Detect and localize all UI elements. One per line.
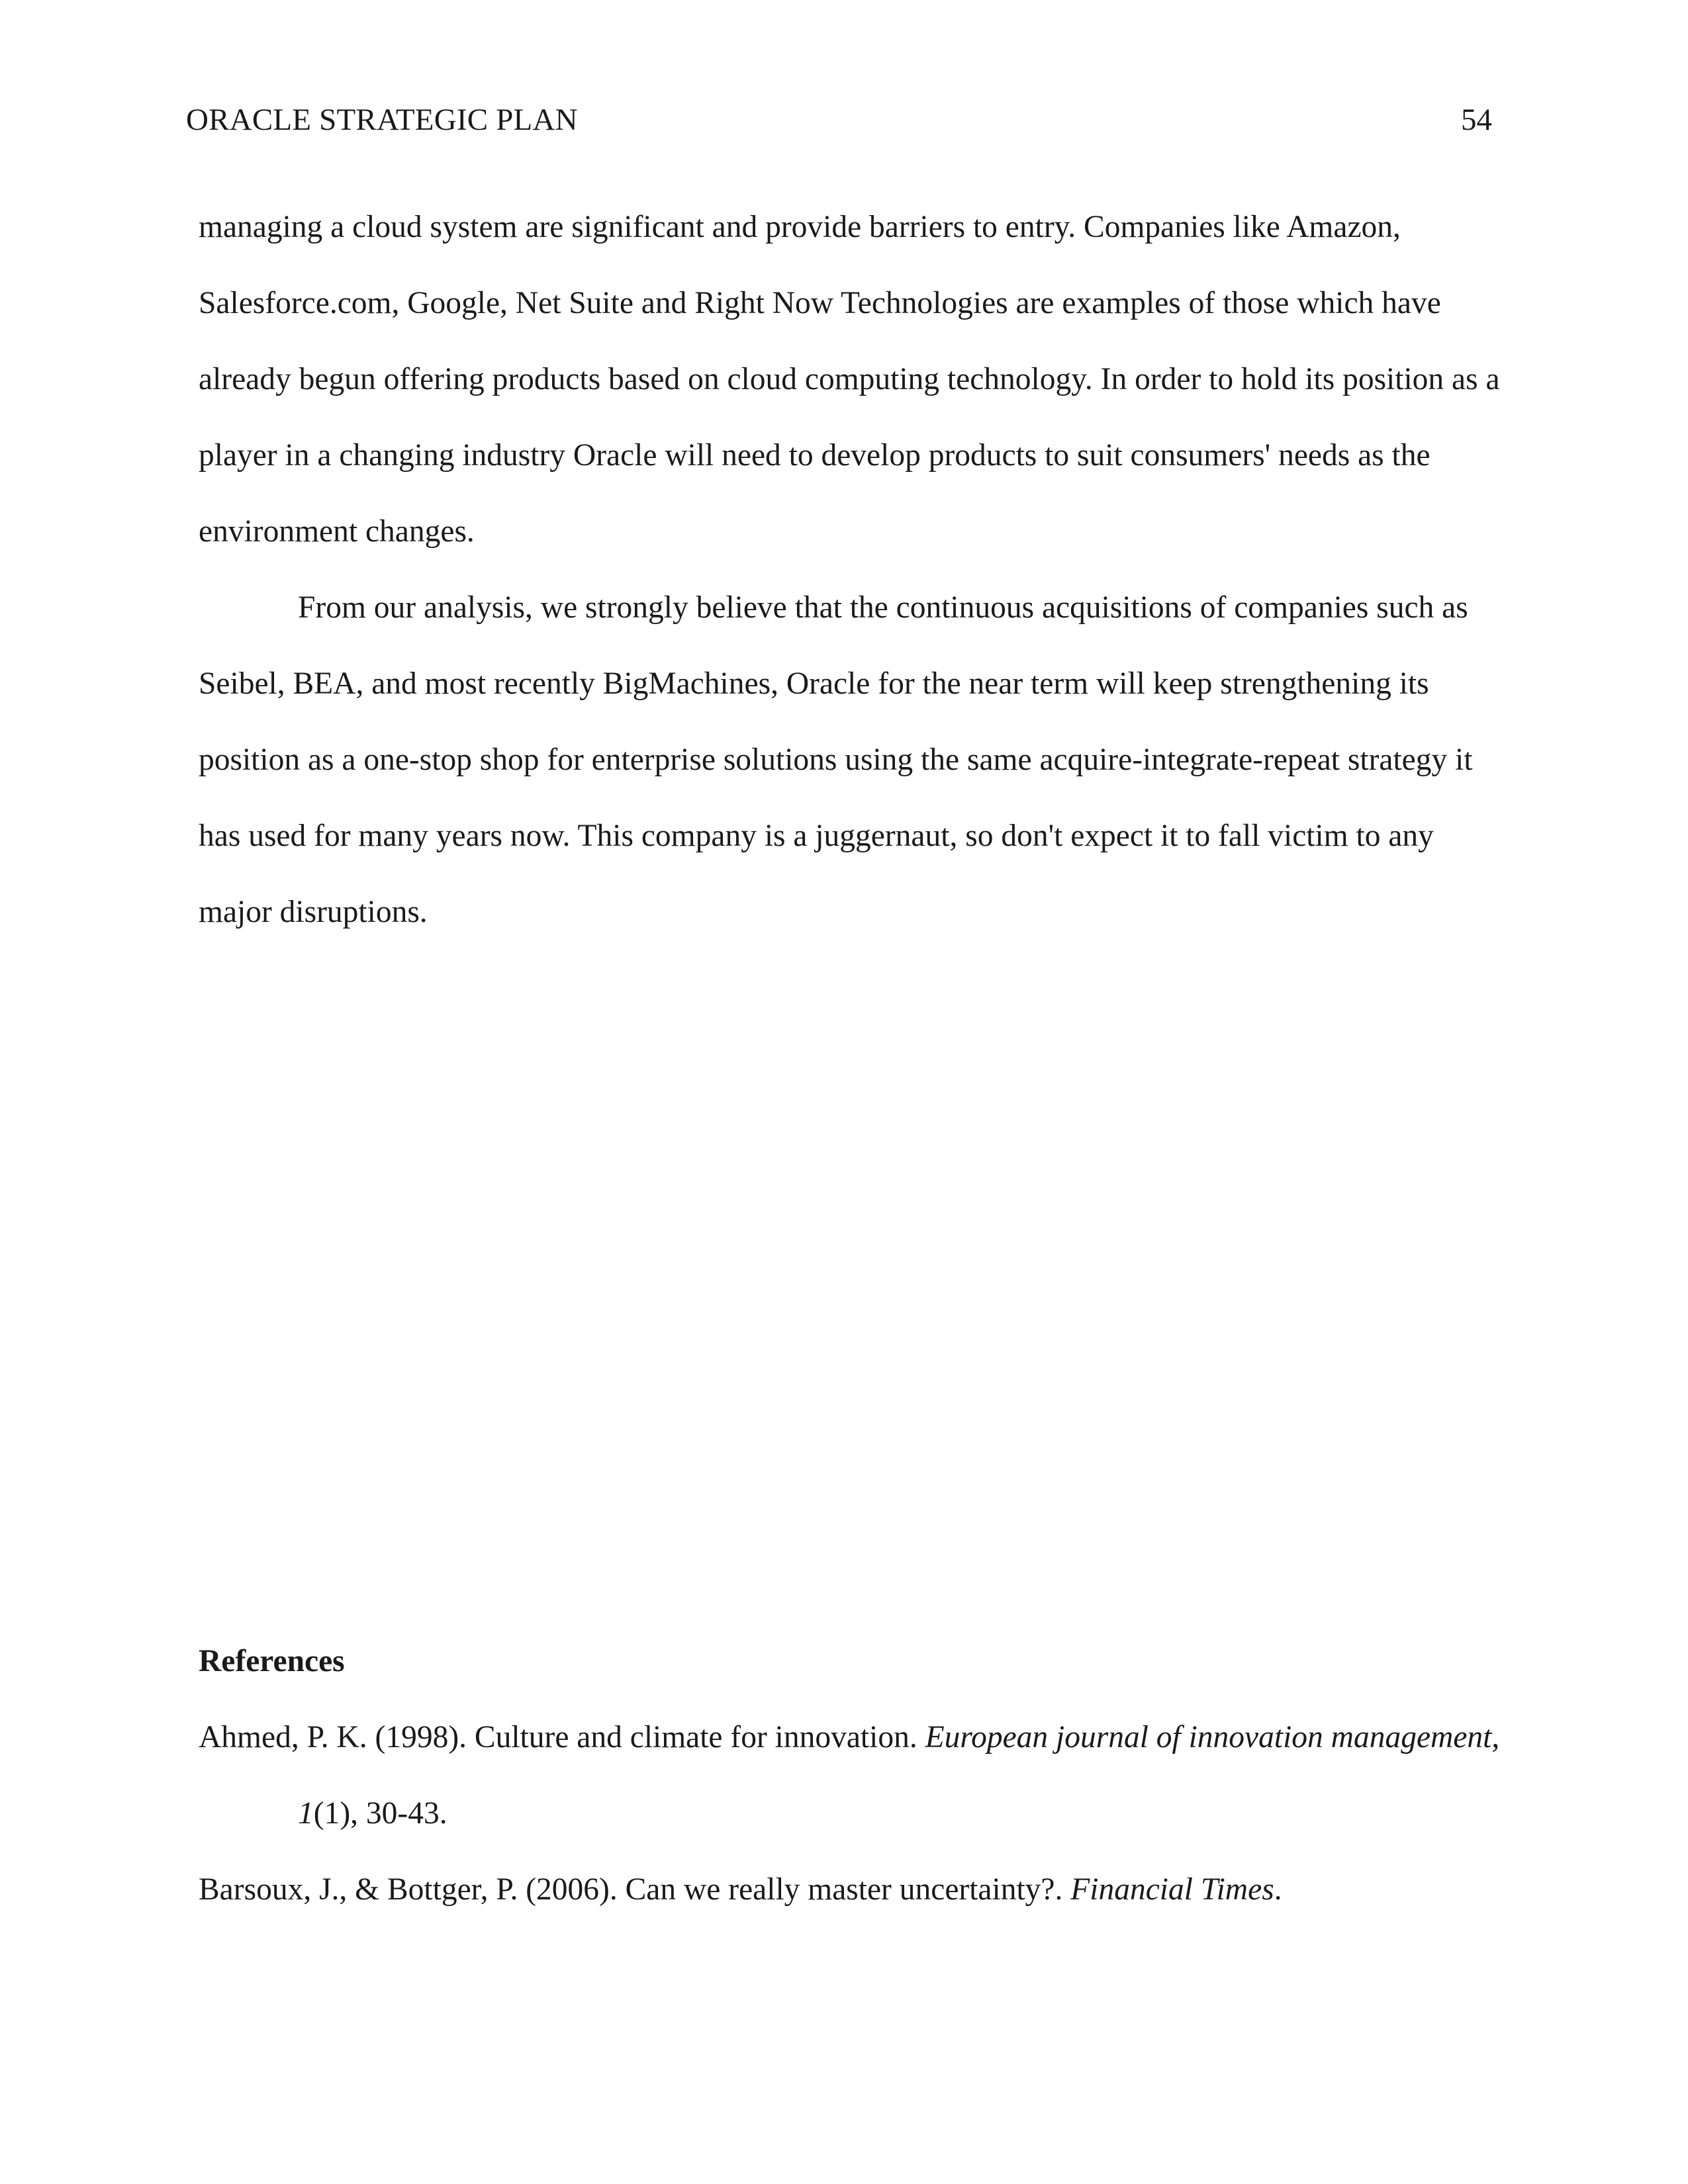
- reference-tail: .: [1274, 1872, 1282, 1907]
- reference-tail: (1), 30-43.: [313, 1796, 447, 1831]
- reference-journal: Financial Times: [1070, 1872, 1274, 1907]
- reference-lead: Ahmed, P. K. (1998). Culture and climate for innovation.: [199, 1720, 925, 1754]
- body-text: [199, 189, 1506, 950]
- body-paragraph: From our analysis, we strongly believe that the continuous acquisitions of companies such as Seibel, BEA, and most recently BigMachines, Oracle for the near term will keep strengthening its position as a one-stop shop for enterprise solutions using the same acquire-integrate-repeat strategy it has used for many years now. This company is a juggernaut, so don't expect it to fall victim to any major disruptions.: [199, 590, 1473, 929]
- reference-entry: [199, 1852, 1506, 1928]
- reference-entry: [199, 1700, 1506, 1852]
- references-heading: References: [199, 1644, 345, 1678]
- references-section: [199, 1623, 1506, 1928]
- reference-separator: ,: [1491, 1720, 1500, 1754]
- reference-volume: 1: [298, 1796, 314, 1831]
- running-head: ORACLE STRATEGIC PLAN: [186, 103, 578, 137]
- reference-journal: European journal of innovation management: [925, 1720, 1492, 1754]
- reference-lead: Barsoux, J., & Bottger, P. (2006). Can we really master uncertainty?.: [199, 1872, 1071, 1907]
- body-paragraph: managing a cloud system are significant and provide barriers to entry. Companies like Amazon, Salesforce.com, Google, Net Suite and Right Now Technologies are examples of those which have already begun offering products based on cloud computing technology. In order to hold its position as a player in a changing industry Oracle will need to develop products to suit consumers' needs as the environment changes.: [199, 210, 1500, 549]
- page-number: 54: [1461, 103, 1492, 137]
